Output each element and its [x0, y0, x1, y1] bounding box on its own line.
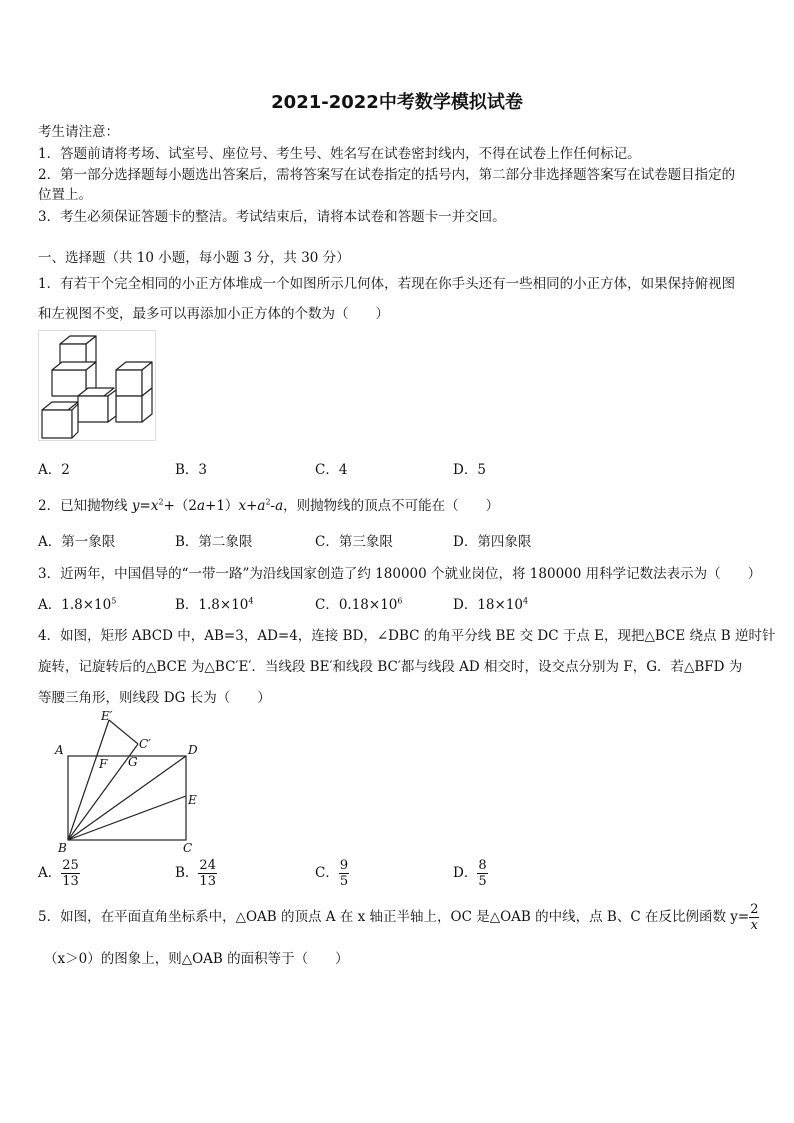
label-c: C	[183, 841, 193, 855]
q3-option-a: A．$1.8\times 10^5$	[38, 596, 117, 613]
question-5-text: （x＞0）的图象上，则△OAB 的面积等于（ ）	[44, 951, 349, 967]
q4-option-a: A． $\frac{25}{13}$	[38, 858, 79, 889]
label-b: B	[58, 841, 67, 855]
label-g: G	[128, 755, 138, 769]
question-5-text: 5．如图，在平面直角坐标系中，△OAB 的顶点 A 在 x 轴正半轴上，OC 是△OAB 的中线，点 B、C 在反比例函数 y= $\frac{2}{x}$	[38, 902, 759, 933]
cube-stack-figure	[38, 330, 160, 445]
question-3-text: 3．近两年，中国倡导的“一带一路”为沿线国家创造了约 180000 个就业岗位，将 180000 用科学记数法表示为（ ）	[38, 566, 762, 582]
question-4-text: 等腰三角形，则线段 DG 长为（ ）	[38, 690, 271, 706]
page-title: 2021-2022中考数学模拟试卷	[271, 92, 523, 113]
q4-option-c: C． $\frac{9}{5}$	[315, 858, 349, 889]
label-e: E	[188, 793, 197, 807]
label-f: F	[99, 757, 108, 771]
label-e-prime: E′	[101, 709, 113, 723]
label-a: A	[55, 743, 64, 757]
notice-item: 2．第一部分选择题每小题选出答案后，需将答案写在试卷指定的括号内，第二部分非选择题答案写在试卷题目指定的	[38, 167, 736, 183]
q2-option-c: C．第三象限	[315, 534, 393, 550]
rectangle-rotation-figure	[50, 708, 210, 856]
q2-option-b: B．第二象限	[175, 534, 253, 550]
q2-option-d: D．第四象限	[453, 534, 532, 550]
notice-item: 1．答题前请将考场、试室号、座位号、考生号、姓名写在试卷密封线内，不得在试卷上作任何标记。	[38, 146, 641, 162]
section-heading: 一、选择题（共 10 小题，每小题 3 分，共 30 分）	[38, 250, 350, 266]
q4-option-d: D． $\frac{8}{5}$	[453, 858, 487, 889]
q4-option-b: B． $\frac{24}{13}$	[175, 858, 216, 889]
question-4-text: 4．如图，矩形 ABCD 中，AB=3，AD=4，连接 BD，∠DBC 的角平分线 BE 交 DC 于点 E，现把△BCE 绕点 B 逆时针	[38, 628, 776, 644]
q1-option-d: D．5	[453, 462, 486, 478]
notice-item: 位置上。	[38, 187, 92, 203]
notice-item: 3．考生必须保证答题卡的整洁。考试结束后，请将本试卷和答题卡一并交回。	[38, 209, 506, 225]
q1-option-b: B．3	[175, 462, 208, 478]
question-1-text: 1．有若干个完全相同的小正方体堆成一个如图所示几何体，若现在你手头还有一些相同的小正方体，如果保持俯视图	[38, 276, 736, 292]
q3-option-c: C．$0.18\times 10^6$	[315, 596, 403, 613]
label-d: D	[188, 743, 198, 757]
question-1-text: 和左视图不变，最多可以再添加小正方体的个数为（ ）	[38, 306, 389, 322]
question-4-text: 旋转，记旋转后的△BCE 为△BC′E′．当线段 BE′和线段 BC′都与线段 AD 相交时，设交点分别为 F，G．若△BFD 为	[38, 659, 743, 675]
q1-option-c: C．4	[315, 462, 348, 478]
q3-option-b: B．$1.8\times 10^4$	[175, 596, 254, 613]
question-2-text: 2．已知抛物线 $y=x^2+(2a+1)x+a^2-a$，则抛物线的顶点不可能在（ ）	[38, 497, 500, 514]
q1-option-a: A．2	[38, 462, 70, 478]
label-c-prime: C′	[139, 737, 151, 751]
q3-option-d: D．$18\times 10^4$	[453, 596, 529, 613]
notice-heading: 考生请注意：	[38, 124, 119, 140]
q2-option-a: A．第一象限	[38, 534, 116, 550]
